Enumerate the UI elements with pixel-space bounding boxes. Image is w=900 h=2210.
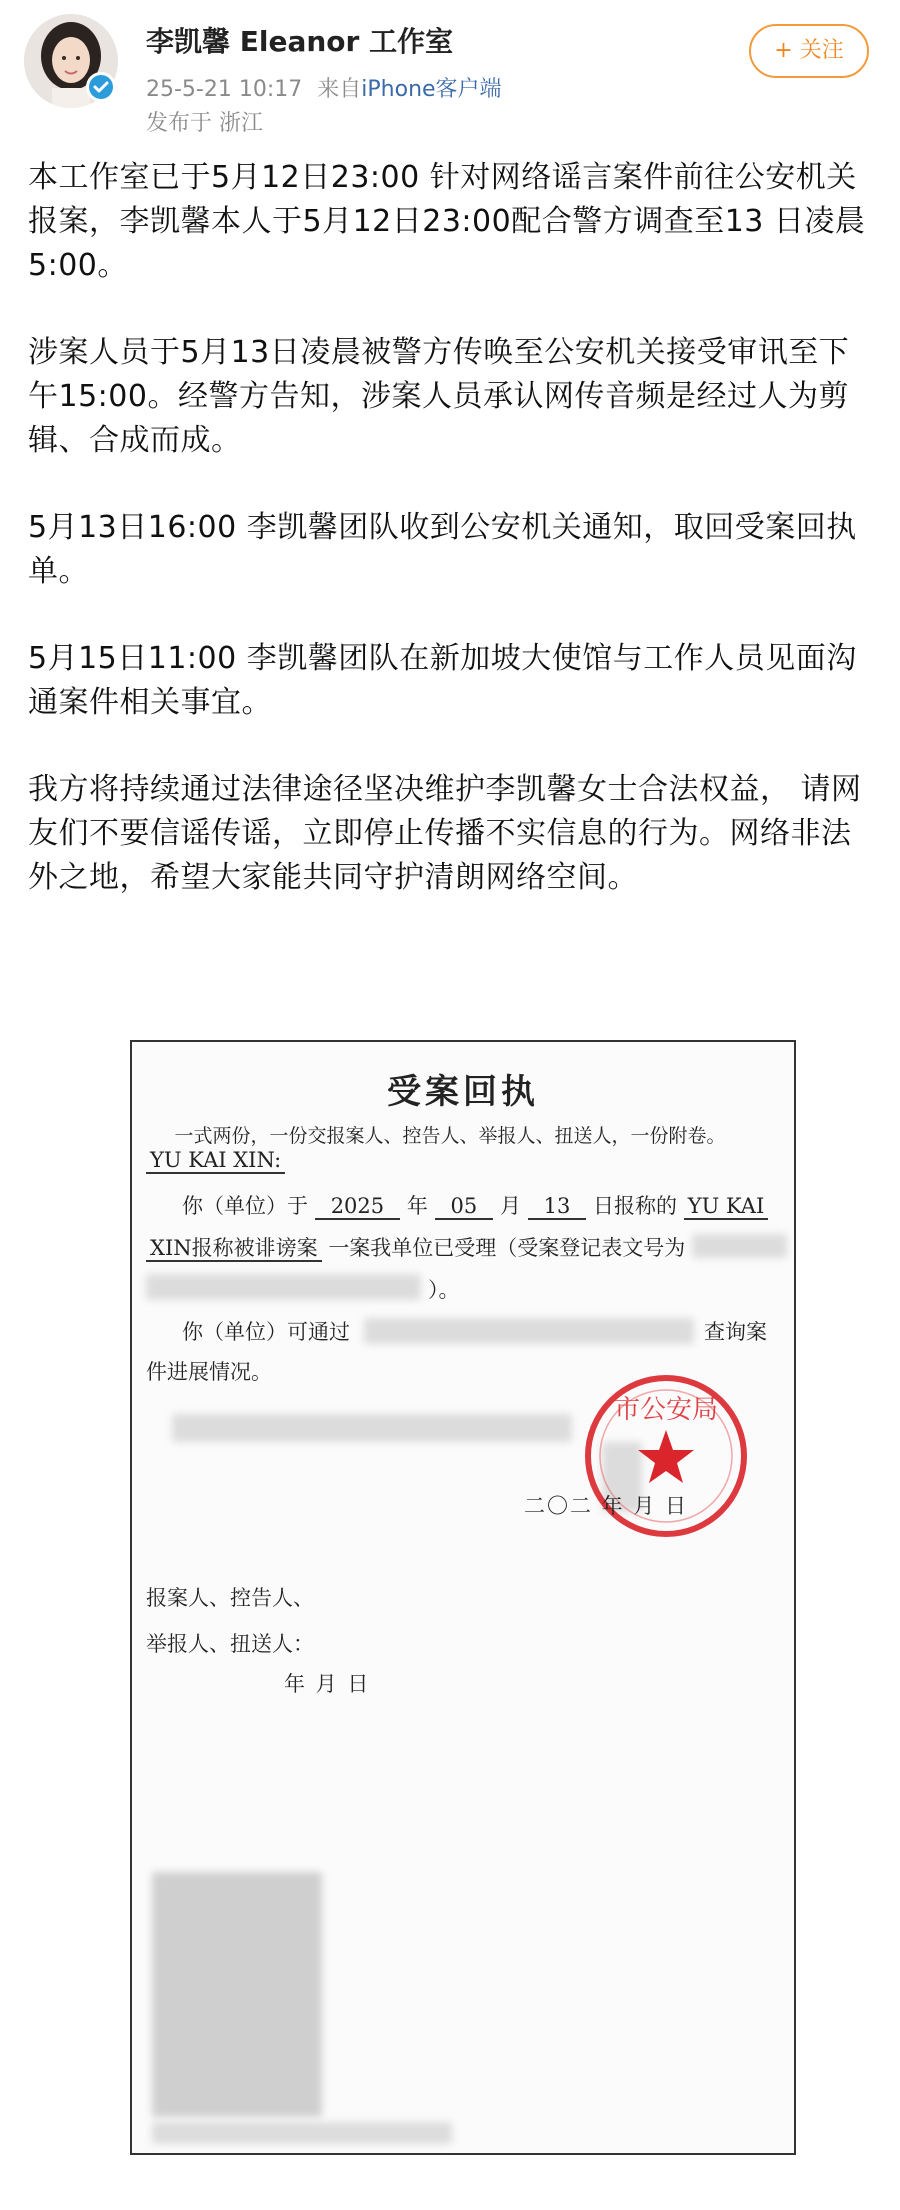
source-prefix: 来自 [317,77,362,102]
post-body [28,156,878,943]
redacted-block [692,1234,787,1258]
reporter-label-1: 报案人、控告人、 [146,1586,314,1610]
receipt-line-1: 你（单位）于 2025 年 05 月 13 日报称的 YU KAI [182,1190,768,1220]
verified-badge-icon [86,72,116,102]
sign-date: 年 月 日 [284,1672,371,1696]
source-link[interactable]: iPhone客户端 [361,77,502,102]
post-paragraph: 5月15日11:00 李凯馨团队在新加坡大使馆与工作人员见面沟通案件相关事宜。 [28,641,857,720]
post-header [0,0,900,150]
receipt-line-2: XIN报称被诽谤案 一案我单位已受理（受案登记表文号为 [146,1232,685,1262]
receipt-footer: 一式两份，一份交报案人、控告人、举报人、扭送人，一份附卷。 [174,1125,726,1147]
receipt-line-5: 件进展情况。 [146,1360,272,1384]
reporter-label-2: 举报人、扭送人： [146,1632,314,1656]
redacted-block [146,1274,421,1300]
redacted-block [172,1414,572,1442]
redacted-block [364,1318,694,1344]
redacted-block [152,1872,322,2117]
receipt-line-4a: 你（单位）可通过 [182,1320,350,1344]
receipt-line-4b: 查询案 [704,1320,767,1344]
receipt-line-3: ）。 [428,1278,460,1302]
post-location: 发布于 浙江 [146,111,263,136]
seal-text: 市公安局 [613,1395,719,1425]
case-receipt-image[interactable] [130,1040,796,2155]
receipt-date: 二〇二 年 月 日 [524,1494,689,1518]
redacted-block [152,2122,452,2144]
post-paragraph: 本工作室已于5月12日23:00 针对网络谣言案件前往公安机关报案，李凯馨本人于5月12日23:00配合警方调查至13 日凌晨5:00。 [28,160,866,283]
post-paragraph: 涉案人员于5月13日凌晨被警方传唤至公安机关接受审讯至下午15:00。经警方告知，涉案人员承认网传音频是经过人为剪辑、合成而成。 [28,335,850,458]
post-timestamp: 25-5-21 10:17 [146,77,303,102]
post-paragraph: 我方将持续通过法律途径坚决维护李凯馨女士合法权益， 请网友们不要信谣传谣，立即停止传播不实信息的行为。网络非法外之地，希望大家能共同守护清朗网络空间。 [28,772,862,895]
post-paragraph: 5月13日16:00 李凯馨团队收到公安机关通知，取回受案回执单。 [28,510,857,589]
post-meta [146,72,502,103]
account-name[interactable]: 李凯馨 Eleanor 工作室 [146,25,454,58]
receipt-title: 受案回执 [387,1072,539,1112]
follow-button[interactable]: + 关注 [749,24,869,78]
receipt-addressee: YU KAI XIN: [146,1148,285,1172]
